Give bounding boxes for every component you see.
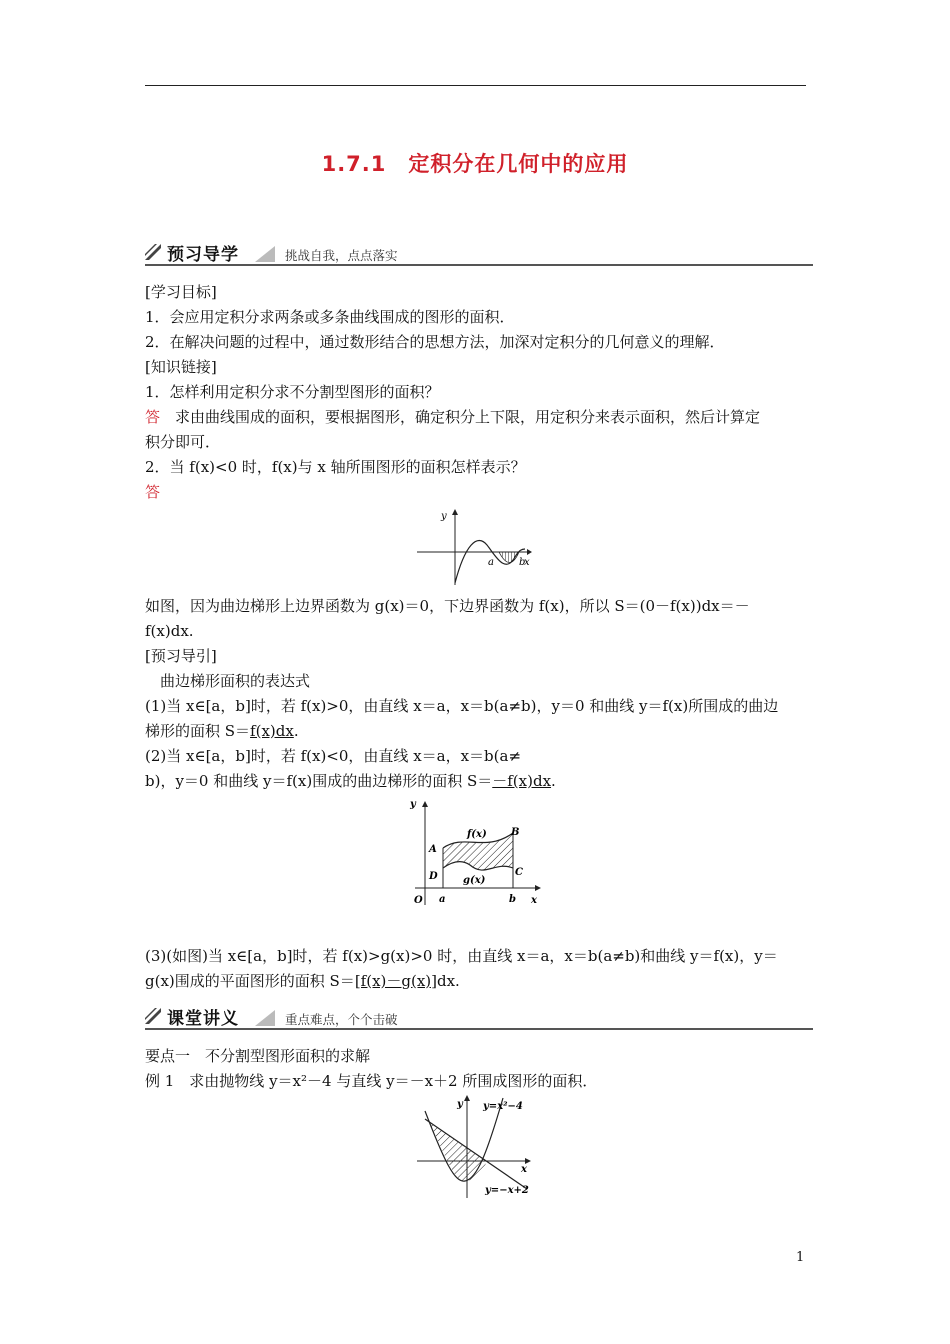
text-span: . — [293, 722, 299, 740]
text-line: 2．当 f(x)<0 时，f(x)与 x 轴所围图形的面积怎样表示？ — [145, 458, 526, 476]
text-span: b)，y＝0 和曲线 y＝f(x)围成的曲边梯形的面积 S＝ — [145, 772, 493, 790]
text-line: 1．会应用定积分求两条或多条曲线围成的图形的面积． — [145, 308, 515, 326]
blank-answer: f(x)dx — [250, 722, 294, 740]
figure-parabola-line — [415, 1093, 545, 1203]
label-b: b — [509, 894, 516, 905]
section-deco-icon — [255, 1010, 275, 1026]
text-span: g(x)围成的平面图形的面积 S＝ — [145, 972, 355, 990]
text-line: 要点一 不分割型图形面积的求解 — [145, 1047, 371, 1065]
axis-label-y: y — [441, 511, 447, 522]
curve-label-f: f(x) — [467, 829, 487, 840]
text-line: 例 1 求由抛物线 y＝x²－4 与直线 y＝－x＋2 所围成图形的面积． — [145, 1072, 598, 1090]
text-line: 1．怎样利用定积分求不分割型图形的面积？ — [145, 383, 440, 401]
text-line: 2．在解决问题的过程中，通过数形结合的思想方法，加深对定积分的几何意义的理解． — [145, 333, 725, 351]
axis-label-x: x — [524, 557, 530, 568]
text-line: 曲边梯形面积的表达式 — [145, 672, 311, 690]
figure-between-curves — [405, 793, 545, 913]
text-line: [预习导引] — [145, 647, 217, 665]
answer-mark: 答 — [145, 483, 161, 501]
text-line: 如图，因为曲边梯形上边界函数为 g(x)＝0，下边界函数为 f(x)，所以 S＝(0－f(x))dx＝－ — [145, 597, 750, 615]
origin-label: O — [414, 895, 423, 906]
text-span: dx. — [437, 972, 460, 990]
axis-label-x: x — [531, 895, 537, 906]
point-D: D — [429, 871, 438, 882]
text-line: (1)当 x∈[a，b]时，若 f(x)>0，由直线 x＝a，x＝b(a≠b)，y＝0 和曲线 y＝f(x)所围成的曲边 — [145, 697, 779, 715]
text-line — [145, 971, 813, 991]
text-line: f(x)dx. — [145, 622, 194, 640]
section-flag-icon — [145, 1008, 161, 1024]
text-line: 积分即可． — [145, 433, 221, 451]
section-subtitle: 重点难点，个个击破 — [285, 1012, 398, 1027]
curve-label-g: g(x) — [463, 875, 486, 886]
page-number: 1 — [796, 1250, 805, 1265]
label-a: a — [439, 894, 446, 905]
label-a: a — [488, 557, 494, 568]
section-header-lecture — [145, 1004, 813, 1032]
text-line — [145, 721, 813, 741]
axis-label-y: y — [410, 799, 416, 810]
blank-answer: －f(x)dx — [492, 772, 552, 790]
axis-label-y: y — [457, 1099, 463, 1110]
section-header-preview — [145, 240, 813, 268]
point-B: B — [511, 827, 520, 838]
section-title: 预习导学 — [167, 245, 239, 265]
answer-text: 求由曲线围成的面积，要根据图形，确定积分上下限，用定积分来表示面积，然后计算定 — [160, 408, 761, 426]
text-line: (3)(如图)当 x∈[a，b]时，若 f(x)>g(x)>0 时，由直线 x＝a，x＝b(a≠b)和曲线 y＝f(x)，y＝ — [145, 947, 778, 965]
text-span: 梯形的面积 S＝ — [145, 722, 251, 740]
answer-mark: 答 — [145, 408, 161, 426]
point-C: C — [515, 867, 523, 878]
section-rule — [145, 264, 813, 266]
text-line: [学习目标] — [145, 283, 217, 301]
curve-label-parabola: y=x²−4 — [483, 1101, 523, 1112]
header-rule — [145, 85, 806, 86]
blank-answer: [f(x)－g(x)] — [354, 972, 437, 990]
figure-negative-area — [415, 505, 535, 587]
label-b: b — [519, 557, 526, 568]
text-line: [知识链接] — [145, 358, 217, 376]
section-title: 课堂讲义 — [167, 1009, 239, 1029]
section-deco-icon — [255, 246, 275, 262]
point-A: A — [429, 844, 437, 855]
answer-line — [145, 407, 813, 427]
text-line — [145, 771, 813, 791]
section-flag-icon — [145, 244, 161, 260]
section-subtitle: 挑战自我，点点落实 — [285, 248, 398, 263]
axis-label-x: x — [521, 1164, 527, 1175]
text-line: (2)当 x∈[a，b]时，若 f(x)<0，由直线 x＝a，x＝b(a≠ — [145, 747, 522, 765]
section-rule — [145, 1028, 813, 1030]
page-title: 1.7.1 定积分在几何中的应用 — [321, 152, 629, 176]
text-span: . — [551, 772, 556, 790]
curve-label-line: y=−x+2 — [485, 1185, 529, 1196]
